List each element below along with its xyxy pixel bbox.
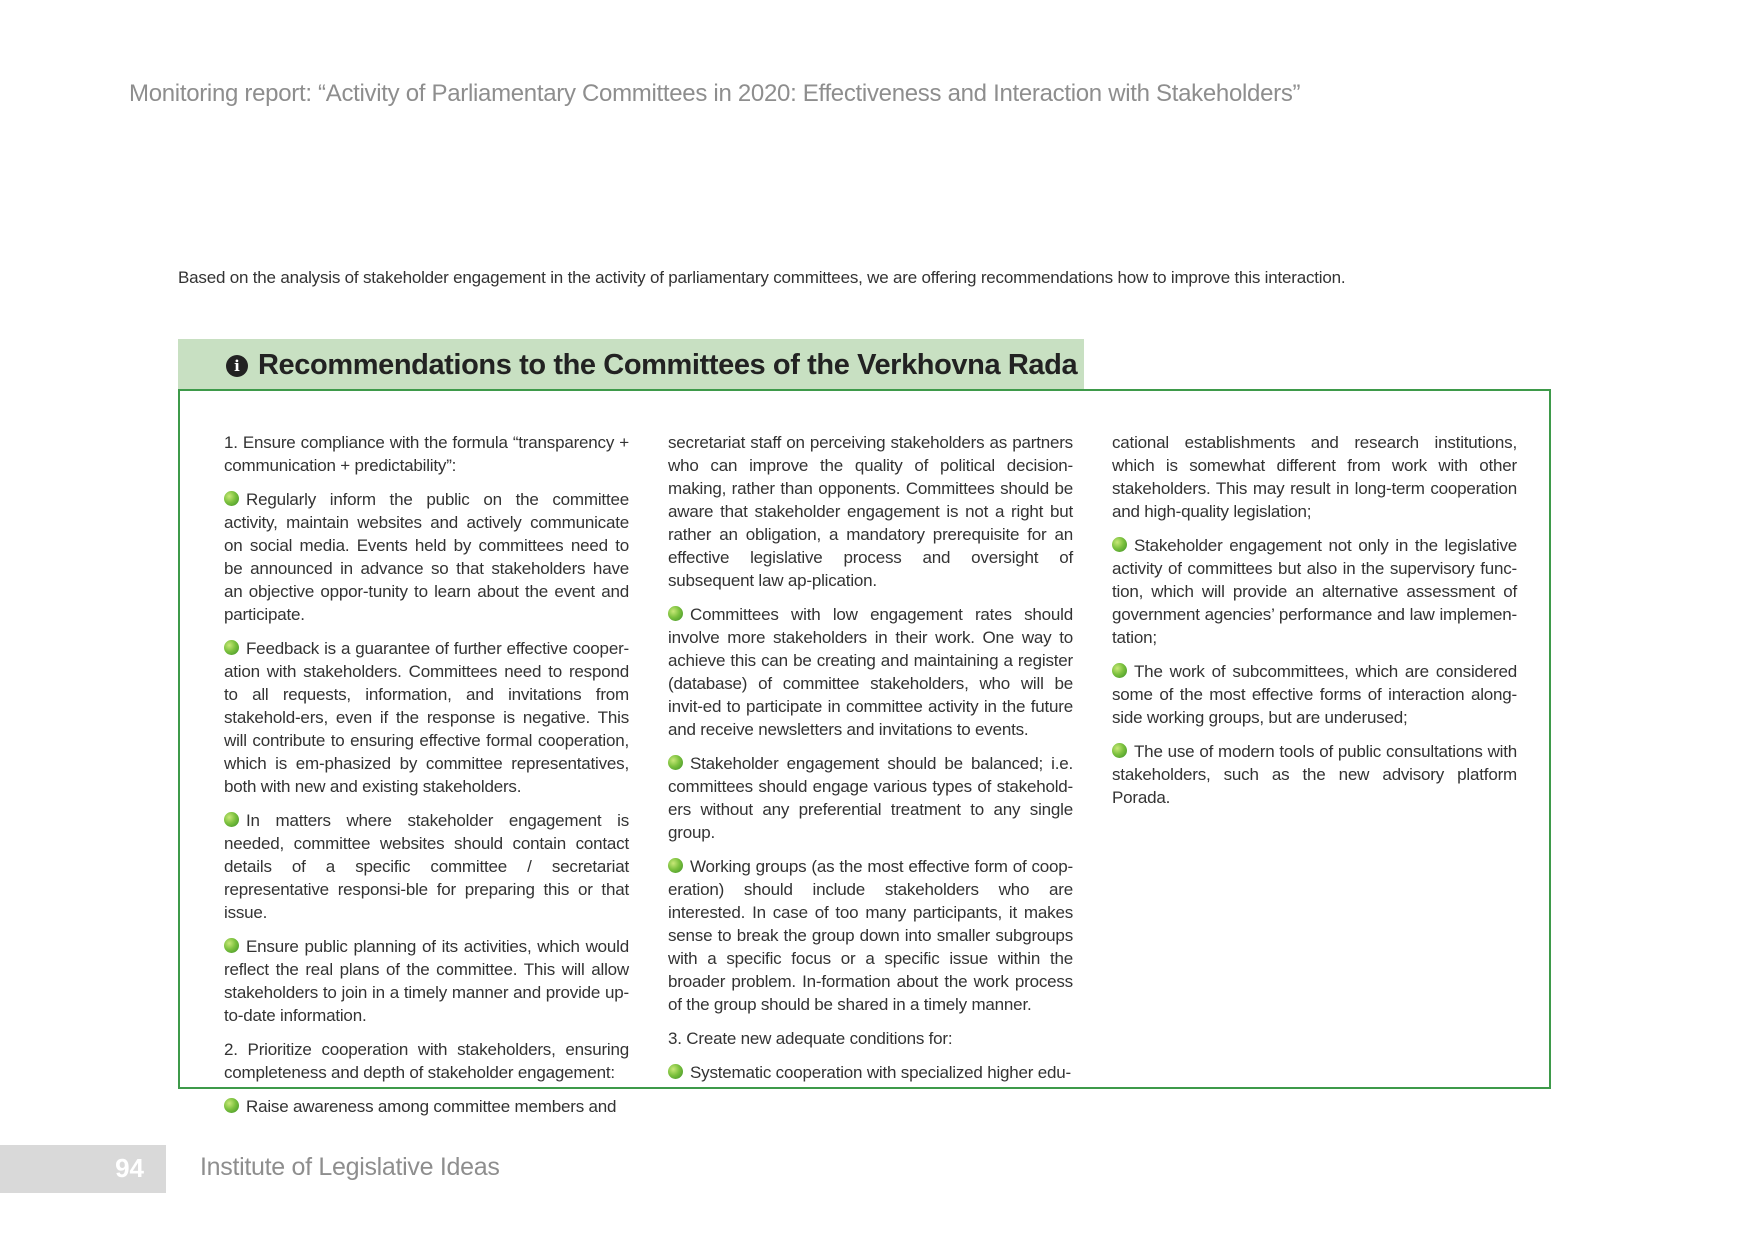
green-dot-bullet-icon (668, 606, 683, 621)
column-3 (1112, 431, 1517, 820)
green-dot-bullet-icon (1112, 537, 1127, 552)
bullet-paragraph (668, 752, 1073, 844)
bullet-paragraph (224, 935, 629, 1027)
green-dot-bullet-icon (1112, 663, 1127, 678)
paragraph-text: Regularly inform the public on the committee activity, maintain websites and actively communicate on social media. Events held by committees need to be announced in advance so that stakeholders have an objective oppor-tunity to learn about the event and participate. (224, 490, 629, 624)
paragraph-text: secretariat staff on perceiving stakeholders as partners who can improve the quality of political decision-making, rather than opponents. Committees should be aware that stakeholder engagement is not a right but rather an obligation, a mandatory prerequisite for an effective legislative process and oversight of subsequent law ap-plication. (668, 433, 1073, 590)
numbered-paragraph (224, 1038, 629, 1084)
bullet-paragraph (224, 1095, 629, 1118)
paragraph-text: 3. Create new adequate conditions for: (668, 1029, 953, 1048)
paragraph-text: Committees with low engagement rates should involve more stakeholders in their work. One way to achieve this can be creating and maintaining a register (database) of committee stakeholders, who will be invit-ed to participate in committee activity in the future and receive newsletters and invitations to events. (668, 605, 1073, 739)
green-dot-bullet-icon (224, 640, 239, 655)
paragraph-text: Stakeholder engagement not only in the legislative activity of committees but also in the supervisory func-tion, which will provide an alternative assessment of government agencies’ performance and law implemen-tation; (1112, 536, 1517, 647)
page-number: 94 (115, 1153, 144, 1183)
intro-paragraph: Based on the analysis of stakeholder engagement in the activity of parliamentary committees, we are offering recommendations how to improve this interaction. (178, 268, 1346, 287)
green-dot-bullet-icon (1112, 743, 1127, 758)
bullet-paragraph (224, 637, 629, 798)
paragraph-text: 1. Ensure compliance with the formula “transparency + communication + predictability”: (224, 433, 629, 475)
numbered-paragraph (668, 1027, 1073, 1050)
column-1 (224, 431, 629, 1129)
footer-organization: Institute of Legislative Ideas (200, 1153, 500, 1181)
bullet-paragraph (668, 855, 1073, 1016)
paragraph-text: The work of subcommittees, which are considered some of the most effective forms of interaction along-side working groups, but are underused; (1112, 662, 1517, 727)
numbered-paragraph (224, 431, 629, 477)
paragraph-text: 2. Prioritize cooperation with stakeholders, ensuring completeness and depth of stakeholder engagement: (224, 1040, 629, 1082)
paragraph-text: Working groups (as the most effective form of coop-eration) should include stakeholders who are interested. In case of too many participants, it makes sense to break the group down into smaller subgroups with a specific focus or a specific issue within the broader problem. In-formation about the work process of the group should be shared in a timely manner. (668, 857, 1073, 1014)
paragraph-text: cational establishments and research institutions, which is somewhat different from work with other stakeholders. This may result in long-term cooperation and high-quality legislation; (1112, 433, 1517, 521)
green-dot-bullet-icon (668, 1064, 683, 1079)
paragraph-text: Feedback is a guarantee of further effective cooper-ation with stakeholders. Committees need to respond to all requests, information, and invitations from stakehold-ers, even if the response is negative. This will contribute to ensuring effective formal cooperation, which is em-phasized by committee representatives, both with new and existing stakeholders. (224, 639, 629, 796)
bullet-paragraph (668, 1061, 1073, 1084)
footer-page-band (0, 1145, 166, 1193)
green-dot-bullet-icon (224, 491, 239, 506)
green-dot-bullet-icon (224, 938, 239, 953)
paragraph-text: In matters where stakeholder engagement is needed, committee websites should contain contact details of a specific committee / secretariat representative responsi-ble for preparing this or that issue. (224, 811, 629, 922)
numbered-paragraph (668, 431, 1073, 592)
bullet-paragraph (224, 809, 629, 924)
bullet-paragraph (668, 603, 1073, 741)
green-dot-bullet-icon (668, 858, 683, 873)
paragraph-text: Raise awareness among committee members and (246, 1097, 617, 1116)
bullet-paragraph (1112, 740, 1517, 809)
bullet-paragraph (224, 488, 629, 626)
paragraph-text: The use of modern tools of public consultations with stakeholders, such as the new advisory platform Porada. (1112, 742, 1517, 807)
paragraph-text: Stakeholder engagement should be balanced; i.e. committees should engage various types of stakehold-ers without any preferential treatment to any single group. (668, 754, 1073, 842)
bullet-paragraph (1112, 534, 1517, 649)
column-2 (668, 431, 1073, 1095)
bullet-paragraph (1112, 660, 1517, 729)
green-dot-bullet-icon (668, 755, 683, 770)
recommendations-title: Recommendations to the Committees of the Verkhovna Rada (258, 349, 1078, 381)
green-dot-bullet-icon (224, 1098, 239, 1113)
numbered-paragraph (1112, 431, 1517, 523)
running-header: Monitoring report: “Activity of Parliamentary Committees in 2020: Effectiveness and Interaction with Stakeholders” (129, 80, 1301, 107)
paragraph-text: Systematic cooperation with specialized higher edu- (690, 1063, 1072, 1082)
paragraph-text: Ensure public planning of its activities, which would reflect the real plans of the committee. This will allow stakeholders to join in a timely manner and provide up-to-date information. (224, 937, 629, 1025)
recommendations-title-tab (178, 339, 1084, 391)
green-dot-bullet-icon (224, 812, 239, 827)
recommendations-box (178, 389, 1551, 1116)
info-icon: i (226, 355, 248, 377)
